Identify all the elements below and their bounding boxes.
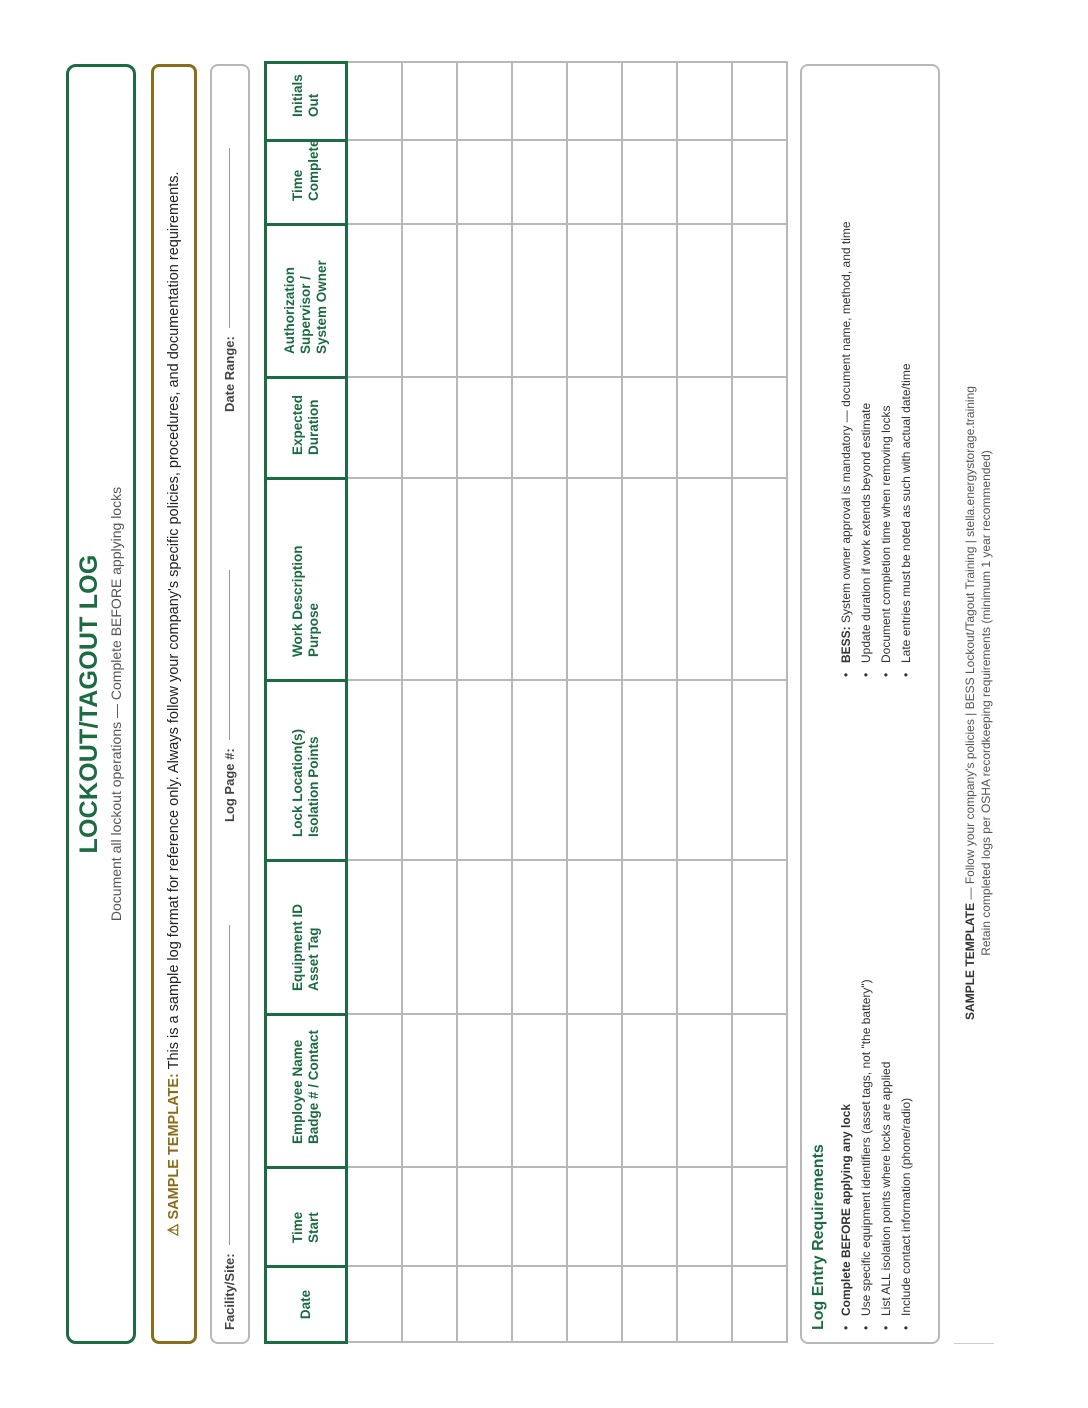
notice-text: This is a sample log format for reference only. Always follow your company's specific policies, procedures, and documentation requirements. (166, 171, 182, 1070)
table-cell[interactable] (347, 1267, 403, 1343)
table-cell[interactable] (347, 63, 403, 141)
table-cell[interactable] (347, 1168, 403, 1267)
col-authorization: Authorization Supervisor / System Owner (266, 225, 347, 378)
date-range-field (222, 148, 237, 412)
table-cell[interactable] (567, 225, 622, 378)
table-row (677, 63, 732, 1343)
table-cell[interactable] (567, 141, 622, 225)
table-cell[interactable] (622, 1267, 677, 1343)
table-cell[interactable] (512, 861, 567, 1015)
table-cell[interactable] (677, 225, 732, 378)
table-cell[interactable] (567, 681, 622, 861)
table-cell[interactable] (512, 141, 567, 225)
table-row (732, 63, 787, 1343)
table-cell[interactable] (622, 225, 677, 378)
log-page-label: Log Page #: (222, 748, 237, 822)
table-cell[interactable] (622, 479, 677, 681)
facility-label: Facility/Site: (222, 1253, 237, 1330)
table-cell[interactable] (402, 63, 457, 141)
table-cell[interactable] (567, 378, 622, 479)
table-cell[interactable] (622, 141, 677, 225)
table-cell[interactable] (512, 1015, 567, 1168)
table-cell[interactable] (402, 1015, 457, 1168)
table-row (402, 63, 457, 1343)
table-row (512, 63, 567, 1343)
table-cell[interactable] (347, 1015, 403, 1168)
date-range-input-line[interactable] (229, 148, 230, 328)
log-page-field (222, 570, 237, 822)
log-table-body (347, 63, 788, 1343)
col-employee: Employee Name Badge # / Contact (266, 1015, 347, 1168)
col-expected-duration: Expected Duration (266, 378, 347, 479)
table-cell[interactable] (732, 378, 787, 479)
log-page-input-line[interactable] (229, 570, 230, 740)
col-date: Date (266, 1267, 347, 1343)
facility-input-line[interactable] (229, 925, 230, 1245)
table-cell[interactable] (402, 1267, 457, 1343)
table-cell[interactable] (512, 1168, 567, 1267)
table-row (622, 63, 677, 1343)
table-cell[interactable] (402, 1168, 457, 1267)
list-item: • Late entries must be noted as such with actual date/time (896, 221, 916, 677)
table-cell[interactable] (622, 378, 677, 479)
table-cell[interactable] (732, 63, 787, 141)
list-item: • Complete BEFORE applying any lock (836, 979, 856, 1330)
table-cell[interactable] (732, 861, 787, 1015)
table-cell[interactable] (457, 1015, 512, 1168)
table-cell[interactable] (457, 681, 512, 861)
table-cell[interactable] (457, 225, 512, 378)
table-cell[interactable] (732, 1168, 787, 1267)
list-item: • Document completion time when removing locks (876, 221, 896, 677)
table-cell[interactable] (567, 63, 622, 141)
table-cell[interactable] (457, 1168, 512, 1267)
table-cell[interactable] (402, 141, 457, 225)
table-cell[interactable] (347, 681, 403, 861)
table-cell[interactable] (677, 141, 732, 225)
table-header-row (266, 63, 347, 1343)
footer-line-2: Retain completed logs per OSHA recordkeeping requirements (minimum 1 year recommended) (979, 450, 993, 956)
table-cell[interactable] (677, 479, 732, 681)
lockout-log-table (264, 61, 788, 1344)
table-cell[interactable] (347, 225, 403, 378)
table-cell[interactable] (732, 1267, 787, 1343)
table-cell[interactable] (677, 1168, 732, 1267)
col-initials-out: Initials Out (266, 63, 347, 141)
page-title: LOCKOUT/TAGOUT LOG (75, 554, 103, 854)
footer-line-1: SAMPLE TEMPLATE — Follow your company's policies | BESS Lockout/Tagout Training | stella.energystorage.training (963, 386, 977, 1020)
table-cell[interactable] (677, 1267, 732, 1343)
table-cell[interactable] (677, 63, 732, 141)
table-cell[interactable] (622, 681, 677, 861)
log-meta-fields (210, 64, 250, 1344)
table-cell[interactable] (567, 1015, 622, 1168)
table-cell[interactable] (347, 141, 403, 225)
log-entry-requirements (800, 64, 940, 1344)
table-cell[interactable] (677, 681, 732, 861)
page-footer (954, 63, 994, 1344)
table-cell[interactable] (732, 141, 787, 225)
table-cell[interactable] (732, 225, 787, 378)
table-row (347, 63, 403, 1343)
requirements-list-left (836, 979, 916, 1330)
table-cell[interactable] (402, 225, 457, 378)
table-cell[interactable] (732, 681, 787, 861)
table-cell[interactable] (732, 1015, 787, 1168)
table-cell[interactable] (622, 63, 677, 141)
list-item: • Use specific equipment identifiers (asset tags, not "the battery") (856, 979, 876, 1330)
requirements-title: Log Entry Requirements (810, 1144, 827, 1330)
col-equipment-id: Equipment ID Asset Tag (266, 861, 347, 1015)
table-cell[interactable] (567, 861, 622, 1015)
table-cell[interactable] (622, 861, 677, 1015)
notice-label: SAMPLE TEMPLATE: (166, 1073, 182, 1220)
table-cell[interactable] (347, 861, 403, 1015)
table-cell[interactable] (457, 1267, 512, 1343)
table-cell[interactable] (402, 861, 457, 1015)
table-cell[interactable] (402, 479, 457, 681)
table-cell[interactable] (732, 479, 787, 681)
table-cell[interactable] (347, 479, 403, 681)
table-cell[interactable] (677, 378, 732, 479)
table-cell[interactable] (457, 479, 512, 681)
table-row (457, 63, 512, 1343)
warning-triangle-icon: ⚠ (166, 1223, 182, 1237)
facility-field (222, 925, 237, 1330)
table-row (567, 63, 622, 1343)
table-cell[interactable] (677, 1015, 732, 1168)
page-subtitle: Document all lockout operations — Complete BEFORE applying locks (108, 486, 124, 922)
col-time-start: Time Start (266, 1168, 347, 1267)
col-work-description: Work Description Purpose (266, 479, 347, 681)
table-cell[interactable] (512, 63, 567, 141)
list-item: • List ALL isolation points where locks are applied (876, 979, 896, 1330)
table-cell[interactable] (347, 378, 403, 479)
header-box (66, 64, 136, 1344)
table-cell[interactable] (457, 63, 512, 141)
table-cell[interactable] (567, 1267, 622, 1343)
table-cell[interactable] (622, 1168, 677, 1267)
sample-template-notice (151, 64, 197, 1344)
table-cell[interactable] (512, 225, 567, 378)
list-item: • Update duration if work extends beyond estimate (856, 221, 876, 677)
table-cell[interactable] (512, 1267, 567, 1343)
table-cell[interactable] (402, 378, 457, 479)
table-cell[interactable] (567, 479, 622, 681)
table-cell[interactable] (457, 861, 512, 1015)
table-cell[interactable] (567, 1168, 622, 1267)
table-cell[interactable] (402, 681, 457, 861)
requirements-list-right (836, 221, 916, 677)
list-item: • BESS: System owner approval is mandatory — document name, method, and time (836, 221, 856, 677)
col-time-complete: Time Complete (266, 141, 347, 225)
table-cell[interactable] (512, 378, 567, 479)
table-cell[interactable] (457, 378, 512, 479)
date-range-label: Date Range: (222, 336, 237, 412)
table-cell[interactable] (622, 1015, 677, 1168)
table-cell[interactable] (457, 141, 512, 225)
col-lock-location: Lock Location(s) Isolation Points (266, 681, 347, 861)
table-cell[interactable] (512, 681, 567, 861)
list-item: • Include contact information (phone/radio) (896, 979, 916, 1330)
table-cell[interactable] (677, 861, 732, 1015)
table-cell[interactable] (512, 479, 567, 681)
